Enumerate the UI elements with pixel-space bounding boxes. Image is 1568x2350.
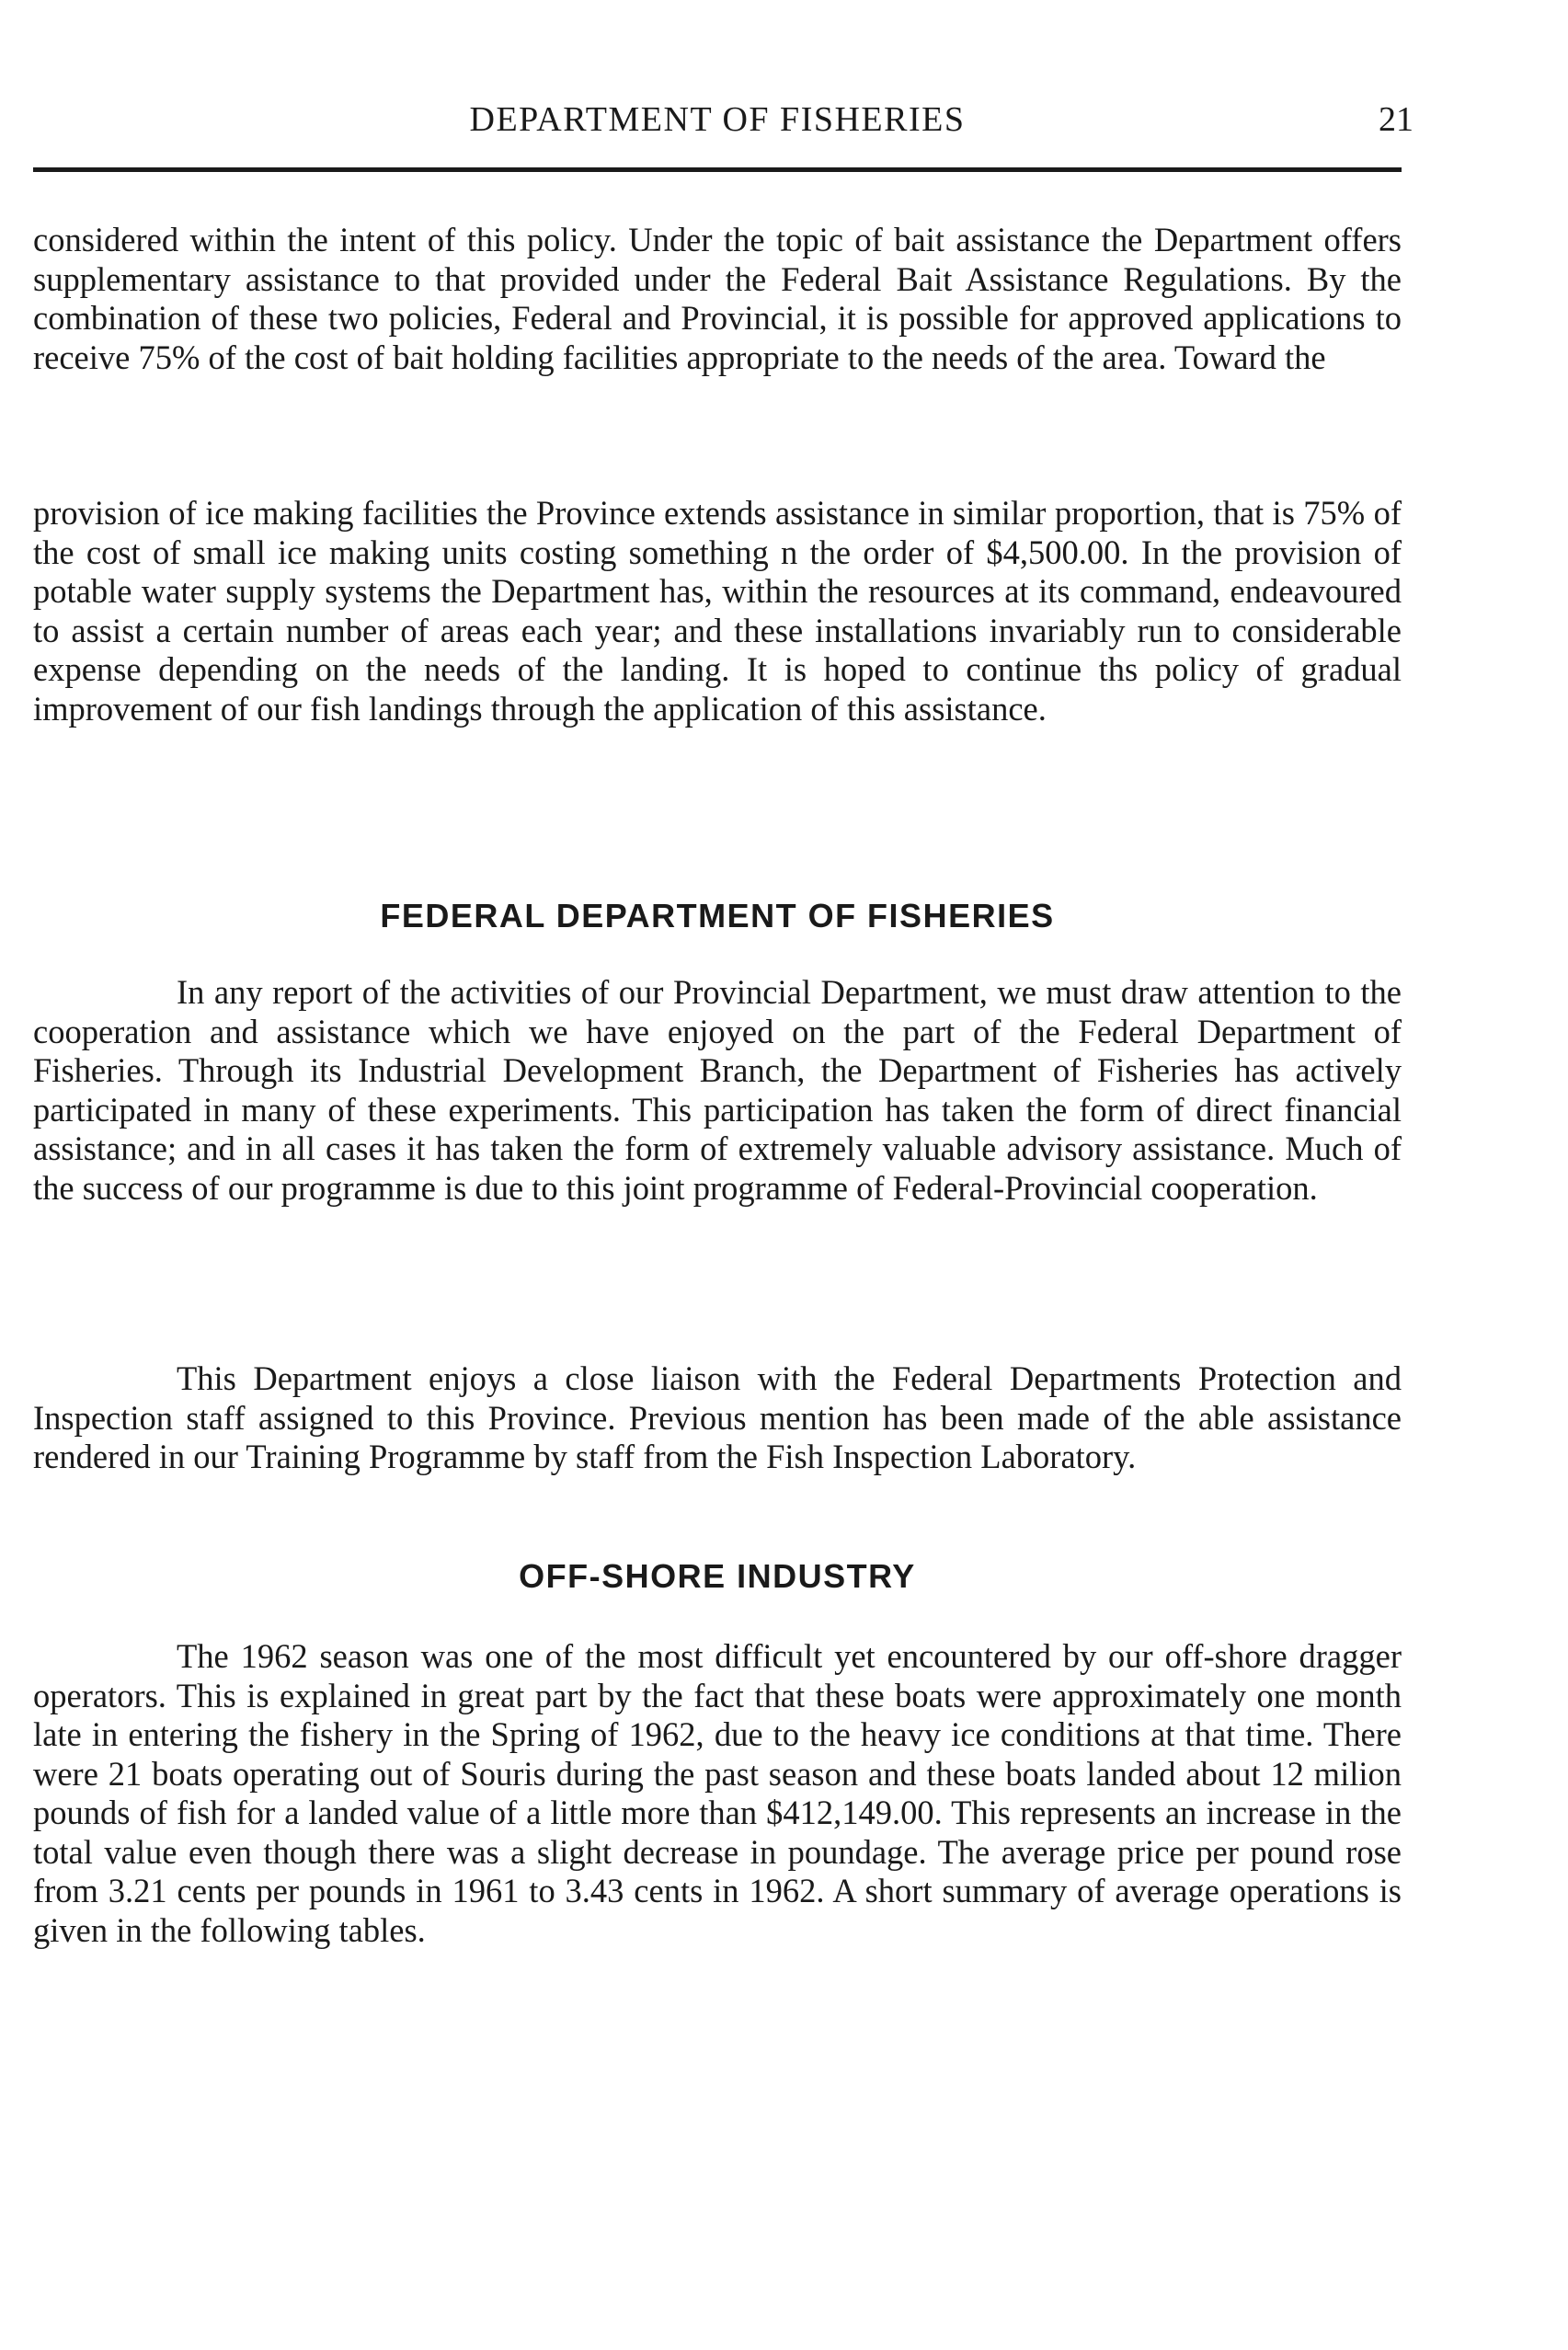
running-header-title: DEPARTMENT OF FISHERIES [469,100,966,139]
paragraph-bait-assistance: considered within the intent of this policy. Under the topic of bait assistance the Department offers supplementary assistance to that provided under the Federal Bait Assistance Regulations. By the combination of these two policies, Federal and Provincial, it is possible for approved applications to receive 75% of the cost of bait holding facilities appropriate to the needs of the area. Toward the [33,221,1402,376]
paragraph-offshore-season: The 1962 season was one of the most difficult yet encountered by our off-shore dragger operators. This is explained in great part by the fact that these boats were approximately one month late in entering the fishery in the Spring of 1962, due to the heavy ice conditions at that time. There were 21 boats operating out of Souris during the past season and these boats landed about 12 milion pounds of fish for a landed value of a little more than $412,149.00. This represents an increase in the total value even though there was a slight decrease in poundage. The average price per pound rose from 3.21 cents per pounds in 1961 to 3.43 cents in 1962. A short summary of average operations is given in the following tables. [33,1637,1402,1949]
section-heading-offshore: OFF-SHORE INDUSTRY [519,1557,916,1595]
section-heading-federal: FEDERAL DEPARTMENT OF FISHERIES [380,897,1055,934]
paragraph-ice-water-facilities: provision of ice making facilities the Province extends assistance in similar proportion, that is 75% of the cost of small ice making units costing something n the order of $4,500.00. In the provision of potable water supply systems the Department has, within the resources at its command, endeavoured to assist a certain number of areas each year; and these installations invariably run to considerable expense depending on the needs of the landing. It is hoped to continue ths policy of gradual improvement of our fish landings through the application of this assistance. [33,494,1402,728]
page-number: 21 [1379,100,1413,139]
paragraph-federal-cooperation: In any report of the activities of our Provincial Department, we must draw attention to the cooperation and assistance which we have enjoyed on the part of the Federal Department of Fisheries. Through its Industrial Development Branch, the Department of Fisheries has actively participated in many of these experiments. This participation has taken the form of direct financial assistance; and in all cases it has taken the form of extremely valuable advisory assistance. Much of the success of our programme is due to this joint programme of Federal-Provincial cooperation. [33,973,1402,1207]
paragraph-liaison: This Department enjoys a close liaison with the Federal Departments Protection and Inspection staff assigned to this Province. Previous mention has been made of the able assistance rendered in our Training Programme by staff from the Fish Inspection Laboratory. [33,1359,1402,1475]
header-rule [33,167,1402,172]
